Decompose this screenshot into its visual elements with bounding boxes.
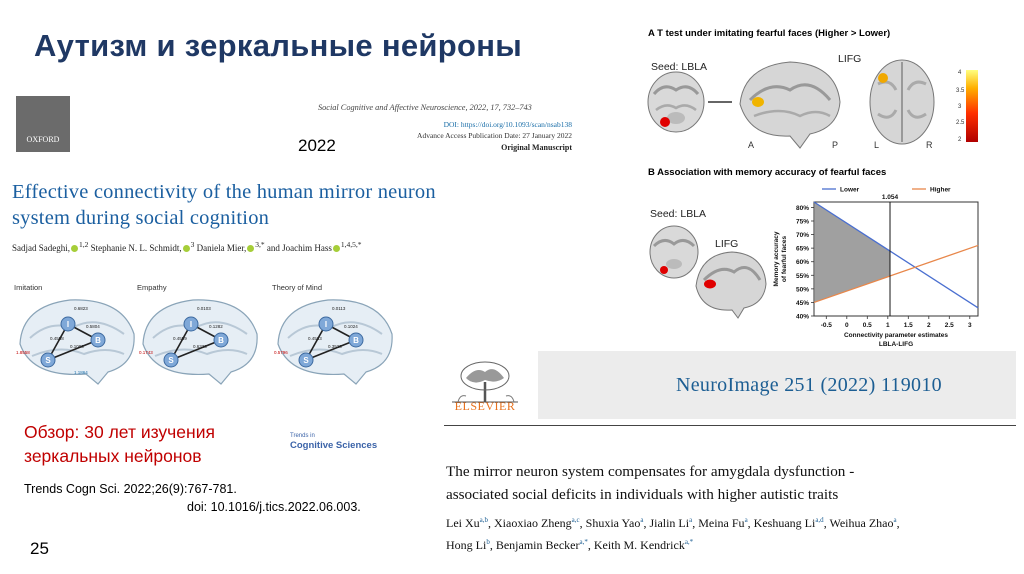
- author-name: , Benjamin Becker: [489, 538, 580, 552]
- journal-citation-neuroimage: NeuroImage 251 (2022) 119010: [676, 374, 942, 396]
- x-tick-label: 1.5: [903, 322, 913, 329]
- sagittal-brain-slice-b: [696, 252, 766, 318]
- author-affiliation: 3,*: [255, 240, 265, 249]
- colorbar-tick: 3: [958, 104, 962, 110]
- coronal-brain-slice: [648, 72, 704, 132]
- review-citation: Trends Cogn Sci. 2022;26(9):767-781.: [24, 482, 237, 496]
- author-affiliation: a: [689, 516, 693, 524]
- author-affiliation: a: [893, 516, 897, 524]
- divider: [444, 425, 1016, 426]
- region-node-label: I: [324, 320, 328, 329]
- publication-year: 2022: [298, 136, 336, 155]
- seed-region-marker: [660, 117, 670, 127]
- y-tick-label: 40%: [795, 313, 809, 321]
- lifg-label-b: LIFG: [715, 238, 739, 250]
- region-node-label: B: [218, 336, 224, 345]
- region-node-label: S: [303, 356, 309, 365]
- orcid-icon: [183, 245, 190, 252]
- trends-journal-logo: [290, 432, 377, 450]
- connectivity-diagram: [270, 282, 398, 392]
- author-name: Sadjad Sadeghi,: [12, 243, 70, 253]
- x-axis-label: LBLA-LIFG: [878, 341, 914, 348]
- figure-panel-b-title: B Association with memory accuracy of fearful faces: [648, 167, 887, 178]
- seed-region-marker-b: [660, 266, 668, 274]
- y-tick-label: 65%: [795, 245, 809, 253]
- y-tick-label: 50%: [795, 286, 809, 294]
- region-node-label: B: [95, 336, 101, 345]
- review-doi: doi: 10.1016/j.tics.2022.06.003.: [187, 500, 361, 514]
- orient-label: L: [874, 140, 880, 150]
- right-paper-title-line1: The mirror neuron system compensates for amygdala dysfunction -: [446, 463, 855, 480]
- self-connection-label: 0.5796: [274, 350, 288, 355]
- connectivity-panel-theory-of-mind: [270, 282, 398, 392]
- x-tick-label: 2: [926, 322, 931, 329]
- author-affiliation: a,*: [684, 538, 694, 546]
- figure-panel-a-title: A T test under imitating fearful faces (Higher > Lower): [648, 28, 891, 39]
- region-node-label: S: [168, 356, 174, 365]
- edge-weight-label: 0.3523: [328, 344, 342, 349]
- seed-label-a: Seed: LBLA: [651, 61, 708, 73]
- author-affiliation: 3: [190, 240, 195, 249]
- author-name: and Joachim Hass: [266, 243, 332, 253]
- advance-date: Advance Access Publication Date: 27 January 2022: [417, 131, 572, 140]
- doi-link[interactable]: DOI: https://doi.org/10.1093/scan/nsab138: [443, 120, 572, 129]
- brain-outline: [278, 300, 392, 384]
- orient-label: P: [832, 140, 839, 150]
- edge-weight-label: 0.4533: [308, 336, 322, 341]
- brain-outline: [143, 300, 257, 384]
- x-tick-label: 1: [885, 322, 890, 329]
- orcid-icon: [71, 245, 78, 252]
- edge-weight-label: 0.4559: [173, 336, 187, 341]
- x-tick-label: 2.5: [944, 322, 954, 329]
- author-name: Hong Li: [446, 538, 487, 552]
- orient-label: R: [926, 140, 933, 150]
- y-tick-label: 55%: [795, 272, 809, 280]
- author-name: , Weihua Zhao: [823, 516, 894, 530]
- connectivity-panel-empathy: [135, 282, 263, 392]
- oxford-logo-text: OXFORD: [26, 135, 60, 144]
- y-axis-label: Memory accuracy: [773, 231, 780, 287]
- edge-weight-label: 0.0103: [197, 306, 211, 311]
- y-tick-label: 45%: [795, 299, 809, 307]
- left-paper-authors: [12, 240, 432, 253]
- lifg-activation-marker: [752, 97, 764, 107]
- author-name: Daniela Mier,: [196, 243, 247, 253]
- panel-label: Empathy: [137, 283, 167, 292]
- left-paper-title-line2: system during social cognition: [12, 207, 270, 229]
- edge-weight-label: 0.1003: [70, 344, 84, 349]
- author-affiliation: a: [640, 516, 644, 524]
- colorbar: [966, 70, 978, 142]
- y-tick-label: 70%: [795, 232, 809, 240]
- y-tick-label: 75%: [795, 218, 809, 226]
- y-tick-label: 60%: [795, 259, 809, 267]
- x-axis-label: Connectivity parameter estimates: [843, 332, 949, 339]
- author-affiliation: a,*: [579, 538, 588, 546]
- coronal-brain-slice-b: [650, 226, 698, 278]
- lifg-marker-b: [704, 280, 716, 289]
- trends-logo-big: Cognitive Sciences: [290, 440, 378, 451]
- y-axis-label: of fearful faces: [781, 235, 788, 283]
- elsevier-wordmark: ELSEVIER: [454, 399, 516, 413]
- x-tick-label: 3: [967, 322, 972, 329]
- x-tick-label: 0: [844, 322, 849, 329]
- panel-label: Imitation: [14, 283, 43, 292]
- regression-chart: [764, 180, 1004, 352]
- right-paper-title: [446, 460, 986, 506]
- x-tick-label: -0.5: [820, 322, 832, 329]
- review-line1: Обзор: 30 лет изучения: [24, 422, 215, 442]
- colorbar-tick: 3.5: [956, 88, 965, 94]
- region-node-label: I: [189, 320, 193, 329]
- author-name: Stephanie N. L. Schmidt,: [90, 243, 182, 253]
- author-affiliation: b: [486, 538, 490, 546]
- author-affiliation: a: [744, 516, 748, 524]
- connectivity-panel-imitation: [12, 282, 140, 392]
- author-affiliation: 1,4,5,*: [340, 240, 362, 249]
- author-name: , Shuxia Yao: [579, 516, 641, 530]
- region-node-label: I: [66, 320, 70, 329]
- authors-line2: [446, 533, 1016, 555]
- right-paper-title-line2: associated social deficits in individuals with higher autistic traits: [446, 486, 839, 503]
- author-name: , Keith M. Kendrick: [587, 538, 685, 552]
- left-paper-title-line1: Effective connectivity of the human mirror neuron: [12, 181, 436, 203]
- author-name: , Meina Fu: [692, 516, 745, 530]
- legend-label-lower: Lower: [840, 186, 860, 194]
- panel-label: Theory of Mind: [272, 283, 323, 292]
- connectivity-diagram: [135, 282, 263, 392]
- author-name: , Keshuang Li: [747, 516, 816, 530]
- author-name: ,: [896, 516, 900, 530]
- author-affiliation: a,b: [479, 516, 489, 524]
- slide-title: Аутизм и зеркальные нейроны: [34, 28, 523, 63]
- right-paper-authors: [446, 511, 1016, 555]
- axial-brain-slice: [870, 60, 934, 144]
- author-affiliation: a,c: [571, 516, 580, 524]
- oxford-logo: [16, 96, 70, 152]
- authors-line1: [446, 511, 1016, 533]
- colorbar-tick: 2.5: [956, 120, 965, 126]
- edge-weight-label: 0.5804: [86, 324, 100, 329]
- region-node-label: B: [353, 336, 359, 345]
- y-tick-label: 80%: [795, 204, 809, 212]
- edge-weight-label: 0.0113: [332, 306, 346, 311]
- brain-slices-panel-b: [640, 218, 770, 328]
- orient-label: A: [748, 140, 755, 150]
- left-paper-title: [12, 179, 532, 231]
- colorbar-tick: 2: [958, 137, 962, 143]
- region-node-label: S: [45, 356, 51, 365]
- orcid-icon: [247, 245, 254, 252]
- edge-weight-label: 0.4558: [50, 336, 64, 341]
- connectivity-diagram: [12, 282, 140, 392]
- author-name: Lei Xu: [446, 516, 480, 530]
- lifg-label-a: LIFG: [838, 53, 862, 65]
- sagittal-brain-slice: [740, 62, 840, 148]
- edge-weight-label: 0.6823: [74, 306, 88, 311]
- input-weight-label: 1.1864: [74, 370, 88, 375]
- author-name: , Jialin Li: [643, 516, 690, 530]
- x-tick-label: 0.5: [862, 322, 872, 329]
- orcid-icon: [333, 245, 340, 252]
- slide-number: 25: [30, 539, 49, 558]
- edge-weight-label: 0.1024: [344, 324, 358, 329]
- review-line2: зеркальных нейронов: [24, 446, 202, 466]
- trends-logo-small: Trends in: [290, 433, 315, 439]
- jn-marker-label: 1.054: [881, 194, 899, 201]
- self-connection-label: 1.8558: [16, 350, 30, 355]
- self-connection-label: 0.1743: [139, 350, 153, 355]
- colorbar-tick: 4: [958, 70, 962, 76]
- author-name: , Xiaoxiao Zheng: [488, 516, 572, 530]
- lifg-axial-marker: [878, 73, 888, 83]
- author-affiliation: a,d: [815, 516, 824, 524]
- manuscript-type: Original Manuscript: [501, 143, 572, 152]
- edge-weight-label: 0.6333: [193, 344, 207, 349]
- legend-label-higher: Higher: [930, 186, 951, 194]
- journal-citation: Social Cognitive and Affective Neuroscience, 2022, 17, 732–743: [318, 103, 532, 112]
- review-heading: [24, 420, 215, 468]
- author-affiliation: 1,2: [79, 240, 89, 249]
- edge-weight-label: 0.1282: [209, 324, 223, 329]
- seed-label-b: Seed: LBLA: [650, 208, 707, 220]
